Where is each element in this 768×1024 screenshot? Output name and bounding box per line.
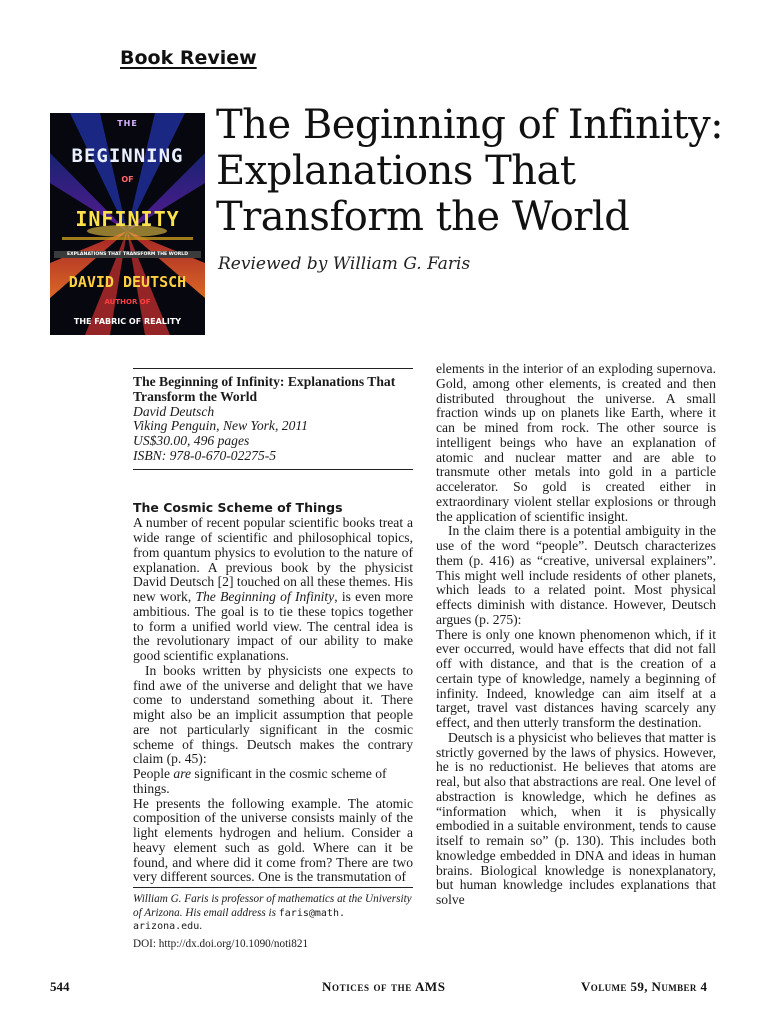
left-column xyxy=(133,362,413,885)
cover-author: DAVID DEUTSCH xyxy=(68,273,187,291)
cover-of: OF xyxy=(121,175,134,184)
cover-beginning: BEGINNING xyxy=(71,145,184,167)
doi-link[interactable]: DOI: http://dx.doi.org/10.1090/noti821 xyxy=(133,937,309,950)
paragraph: In the claim there is a potential ambiguity in the use of the word “people”. Deutsch characterizes them (p. 416) as “creative, universal explainers”. This might well include residents of other planets, which leads to a related point. Most physical effects diminish with distance. However, Deutsch argues (p. 275): xyxy=(436,523,716,627)
paragraph: A number of recent popular scientific books treat a wide range of scientific and philosophical topics, from quantum physics to evolution to the nature of explanation. A previous book by the physicist David Deutsch [2] touched on all these themes. His new work, The Beginning of Infinity, is even more ambitious. The goal is to tie these topics together to form a unified world view. The central idea is the revolutionary impact of our ability to make good scientific explanations. xyxy=(133,515,413,663)
paragraph: Deutsch is a physicist who believes that matter is strictly governed by the laws of physics. However, he is no reductionist. He believes that atoms are real, but also that abstractions are real. One level of abstraction is knowledge, which he defines as “information which, when it is physically embodied in a suitable environment, tends to cause itself to remain so” (p. 130). This includes both knowledge embedded in DNA and ideas in human brains. Biological knowledge is nonexplanatory, but human knowledge includes explanations that solve xyxy=(436,729,716,907)
cover-author-of: AUTHOR OF xyxy=(104,298,151,306)
book-info-publisher: Viking Penguin, New York, 2011 xyxy=(133,418,308,434)
author-email-link[interactable]: faris@math. arizona.edu xyxy=(133,907,345,932)
volume-number: Volume 59, Number 4 xyxy=(581,979,708,994)
block-quote: People are significant in the cosmic scheme of things. xyxy=(133,766,387,796)
section-label: Book Review xyxy=(120,47,257,69)
reviewer-byline: Reviewed by William G. Faris xyxy=(218,254,471,274)
book-info-isbn: ISBN: 978-0-670-02275-5 xyxy=(133,447,277,463)
article-title: The Beginning of Infinity: Explanations That Transform the World xyxy=(216,102,724,240)
paragraph: He presents the following example. The atomic composition of the universe consists mainly of the light elements hydrogen and helium. Consider a heavy element such as gold. Where can it be found, and where did it come from? There are two very different sources. One is the transmutation of xyxy=(133,795,413,885)
book-info-price-pages: US$30.00, 496 pages xyxy=(133,433,250,448)
author-footnote xyxy=(133,887,413,951)
cover-the: THE xyxy=(117,119,138,128)
book-cover-image xyxy=(50,113,205,335)
journal-name: Notices of the AMS xyxy=(322,979,446,994)
book-info-box xyxy=(133,368,413,470)
book-info-author: David Deutsch xyxy=(133,403,215,419)
block-quote: There is only one known phenomenon which, if it ever occurred, would have effects that did not fall off with distance, and that is the creation of a certain type of knowledge, namely a beginning of infinity. Indeed, knowledge can aim itself at a target, travel vast distances having scarcely any effect, and then utterly transform the destination. xyxy=(436,626,716,730)
cover-subtitle: EXPLANATIONS THAT TRANSFORM THE WORLD xyxy=(54,251,201,258)
paragraph: In books written by physicists one expects to find awe of the universe and delight that we have come to understand something about it. There might also be an implicit assumption that people are not particularly significant in the cosmic scheme of things. Deutsch makes the contrary claim (p. 45): xyxy=(133,662,413,767)
cover-prior-book: THE FABRIC OF REALITY xyxy=(73,317,182,326)
paragraph: elements in the interior of an exploding supernova. Gold, among other elements, is created and then distributed throughout the universe. A small fraction winds up on planets like Earth, where it can be mined from rock. The other source is intelligent beings who have an explanation of atomic and nuclear matter and are able to transmute other metals into gold in a particle accelerator. So gold is created either in extraordinary violent stellar explosions or through the application of scientific insight. xyxy=(436,361,716,524)
footnote-text: William G. Faris is professor of mathematics at the University of Arizona. His email address is faris@math. arizona.edu. xyxy=(133,893,412,932)
page-number: 544 xyxy=(50,979,70,994)
right-column xyxy=(436,362,716,908)
cover-infinity: INFINITY xyxy=(75,207,180,231)
section-heading: The Cosmic Scheme of Things xyxy=(133,499,343,515)
book-info-title: The Beginning of Infinity: Explanations That Transform the World xyxy=(133,374,396,404)
